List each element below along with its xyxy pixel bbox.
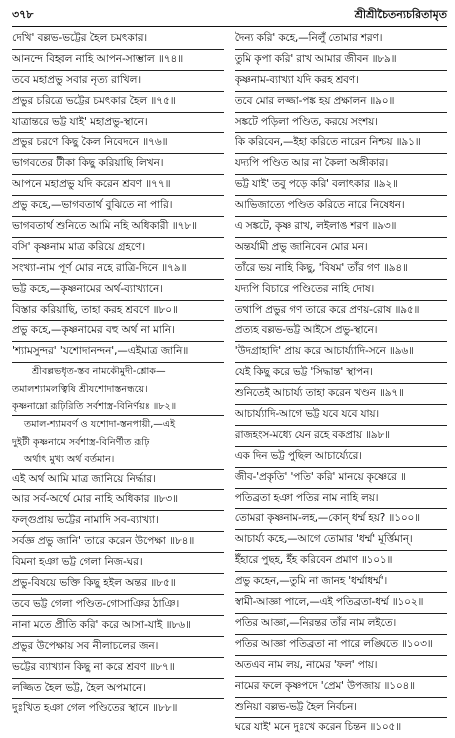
- two-column-body: [12, 29, 447, 738]
- page-number: ৩৭৮: [12, 8, 34, 21]
- verse-line: তবে ভট্ট গেলা পণ্ডিত-গোসাঞির ঠাঞি।: [12, 595, 224, 616]
- verse-line: রাজহংস-মধ্যে যেন রহে বকপ্রায় ॥৯৮॥: [235, 426, 447, 447]
- verse-line: 'উদগ্রাহাদি' প্রায় করে আচার্য্যাদি-সনে ॥৯৬॥: [235, 342, 447, 363]
- verse-line: অতএব নাম লয়, নামের 'ফল' পায়।: [235, 656, 447, 677]
- verse-line: যেই কিছু করে ভট্ট 'সিদ্ধান্ত' স্থাপন।: [235, 363, 447, 384]
- running-title: শ্রীশ্রীচৈতন্যচরিতামৃত: [354, 8, 447, 21]
- verse-line: সঙ্কটে পড়িলা পণ্ডিত, করয়ে সংশয়।: [235, 113, 447, 134]
- verse-line: আচার্য্য কহে,—আগে তোমার 'ধর্ম্ম' মূর্ত্তিমান্।: [235, 530, 447, 551]
- verse-line: সংখ্যা-নাম পূর্ণ মোর নহে রাত্রি-দিনে ॥৭৯॥: [12, 259, 224, 280]
- verse-line: 'শ্যামসুন্দর' 'যশোদানন্দন',—এইমাত্র জানি॥: [12, 342, 224, 363]
- verse-line: ভট্ট কহে,—কৃষ্ণনামের অর্থ-ব্যাখ্যানে।: [12, 280, 224, 301]
- verse-line: দুঃখিত হঞা গেল পণ্ডিতের স্থানে ॥৮৮॥: [12, 702, 178, 715]
- verse-line: পতিব্রতা হঞা পতির নাম নাহি লয়।: [235, 489, 447, 510]
- verse-line: প্রভু-বিষয়ে ভক্তি কিছু হইল অন্তর ॥৮৫॥: [12, 574, 224, 595]
- verse-line: বিস্তার করিয়াছি, তাহা করহ শ্রবণে ॥৮০॥: [12, 301, 224, 322]
- verse-line: ফল্গুপ্রায় ভট্টের নামাদি সব-ব্যাখ্যা।: [12, 511, 224, 532]
- verse-line: পতির আজ্ঞা,—নিরন্তর তাঁর নাম লইতে।: [235, 614, 447, 635]
- verse-line: কি করিবেন,—ইহা করিতে নারেন নিশ্চয় ॥৯১॥: [235, 133, 447, 154]
- sloka-translation: অর্থাৎ মুখ্য অর্থ বর্তমান।: [12, 451, 224, 469]
- verse-line: প্রত্যহ বল্লভ-ভট্ট আইসে প্রভু-স্থানে।: [235, 321, 447, 342]
- header-rule: [12, 26, 447, 27]
- verse-line: প্রভু কহেন,—তুমি না জানহ 'ধর্ম্মাধর্ম্ম'।: [235, 572, 447, 593]
- verse-line: যদ্যপি বিচারে পণ্ডিতের নাহি দোষ।: [235, 280, 447, 301]
- page-header: [12, 6, 447, 24]
- verse-line: এই অর্থ আমি মাত্র জানিয়ে নির্দ্ধার।: [12, 470, 224, 491]
- verse-line: যাত্রান্তরে ভট্ট যাই' মহাপ্রভু-স্থানে।: [12, 113, 224, 134]
- verse-line: পতির আজ্ঞা পতিব্রতা না পারে লঙ্ঘিতে ॥১০৩॥: [235, 635, 447, 656]
- verse-line: প্রভু কহে,—ভাগবতার্থ বুঝিতে না পারি।: [12, 196, 224, 217]
- verse-line: শুনিতেই আচার্য্য তাহা করেন খণ্ডন ॥৯৭॥: [235, 384, 447, 405]
- verse-line: তথাপি প্রভুর গণ তারে করে প্রণয়-রোষ ॥৯৫॥: [235, 301, 447, 322]
- verse-line: প্রভুর চরিত্রে ভট্টের চমৎকার হৈল ॥৭৫॥: [12, 92, 224, 113]
- sloka-line: তমালশ্যামলত্বিষি শ্রীযশোদাস্তনন্ধয়ে।: [12, 383, 148, 395]
- right-column: [235, 29, 447, 738]
- verse-line: প্রভুর উপেক্ষায় সব নীলাচলের জন।: [12, 637, 224, 658]
- verse-line: প্রভু কহে,—কৃষ্ণনামের বহু অর্থ না মানি।: [12, 321, 224, 342]
- verse-line: সর্বজ্ঞ প্রভু জানি' তারে করেন উপেক্ষা ॥৮৪॥: [12, 532, 224, 553]
- verse-line: তবে মহাপ্রভু সবার নৃত্য রাখিল।: [12, 71, 224, 92]
- verse-line: ভাগবতার্থ শুনিতে আমি নহি অধিকারী ॥৭৮॥: [12, 217, 224, 238]
- verse-line: দেখি' বল্লভ-ভট্টের হৈল চমৎকার।: [12, 29, 224, 50]
- verse-line: আর সর্ব-অর্থে মোর নাহি অধিকার ॥৮৩॥: [12, 490, 224, 511]
- verse-line: এক দিন ভট্ট পুছিল আচার্য্যেরে।: [235, 447, 447, 468]
- verse-line: প্রভুর চরণে কিছু কৈল নিবেদনে ॥৭৬॥: [12, 133, 224, 154]
- verse-line: তোমরা কৃষ্ণনাম-লহ,—কোন্ ধর্ম্ম হয়? ॥১০০॥: [235, 509, 447, 530]
- verse-line: বিমনা হঞা ভট্ট গেলা নিজ-ঘর।: [12, 553, 224, 574]
- verse-line: লজ্জিত হৈল ভট্ট, হৈল অপমানে।: [12, 679, 224, 700]
- verse-line: ভাগবতের টীকা কিছু করিয়াছি লিখন।: [12, 154, 224, 175]
- verse-line: নামের ফলে কৃষ্ণপদে 'প্রেম' উপজায় ॥১০৪॥: [235, 677, 447, 698]
- verse-line: যদ্যপি পণ্ডিত আর না কৈলা অঙ্গীকার।: [235, 154, 447, 175]
- verse-line: ইঁহারে পুছহ, ইঁহ করিবেন প্রমাণ ॥১০১॥: [235, 551, 447, 572]
- sloka-intro: শ্রীবল্লভধৃত-স্তব নামকৌমুদী-শ্লোক—: [32, 366, 166, 378]
- verse-line: দৈন্য করি' কহে,—নিলুঁ তোমার শরণ।: [235, 29, 447, 50]
- verse-line: তবে মোর লজ্জা-পঙ্ক হয় প্রক্ষালন ॥৯০॥: [235, 92, 447, 113]
- sloka-translation: দুইটী কৃষ্ণনামে সর্বশাস্ত্র-বিনির্ণীত রূঢ়ি: [12, 436, 150, 448]
- verse-line: স্বামী-আজ্ঞা পালে,—এই পতিব্রতা-ধর্ম্ম ॥১০২॥: [235, 593, 447, 614]
- verse-line: ঘরে যাই' মনে দুঃখে করেন চিন্তন ॥১০৫॥: [234, 721, 401, 734]
- verse-line: নানা মতে প্রীতি করি' করে আসা-যাই ॥৮৬॥: [12, 616, 224, 637]
- verse-line: তুমি কৃপা করি' রাখ আমার জীবন ॥৮৯॥: [235, 50, 447, 71]
- left-column: [12, 29, 224, 738]
- verse-line: আপনে মহাপ্রভু যদি করেন শ্রবণ ॥৭৭॥: [12, 175, 224, 196]
- verse-line: এ সঙ্কটে, কৃষ্ণ রাখ, লইলাঙ শরণ ॥৯৩॥: [235, 217, 447, 238]
- verse-line: কৃষ্ণনাম-ব্যাখ্যা যদি করহ শ্রবণ।: [235, 71, 447, 92]
- verse-line: ভট্টের ব্যাখ্যান কিছু না করে শ্রবণ ॥৮৭॥: [12, 658, 224, 679]
- verse-line: আনন্দে বিহ্বল নাহি আপন-সাম্ভাল ॥৭৪॥: [12, 50, 224, 71]
- verse-line: অন্তর্যামী প্রভু জানিবেন মোর মন।: [235, 238, 447, 259]
- verse-line: বসি' কৃষ্ণনাম মাত্র করিয়ে গ্রহণে।: [12, 238, 224, 259]
- verse-line: আচার্য্যাদি-আগে ভট্ট যবে যবে যায়।: [235, 405, 447, 426]
- verse-line: জীব-'প্রকৃতি' 'পতি' করি' মানয়ে কৃষ্ণেরে ॥: [235, 468, 447, 489]
- sloka-translation: তমাল-শ্যামবর্ণ ও যশোদা-স্তনপায়ী,—এই: [24, 419, 176, 431]
- verse-line: তাঁরে ভয় নাহি কিছু, 'বিষম' তাঁর গণ ॥৯৪॥: [235, 259, 447, 280]
- verse-line: শুনিয়া বল্লভ-ভট্ট হৈল নির্বচন।: [235, 698, 447, 719]
- sloka-line: কৃষ্ণনাম্নো রূঢ়িরিতি সর্বশাস্ত্র-বিনির্ণয়ঃ ॥৮২॥: [12, 398, 224, 416]
- verse-line: আভিজাত্যে পণ্ডিত করিতে নারে নিষেধন।: [235, 196, 447, 217]
- verse-line: ভট্ট যাই' তবু পড়ে করি' বলাৎকার ॥৯২॥: [235, 175, 447, 196]
